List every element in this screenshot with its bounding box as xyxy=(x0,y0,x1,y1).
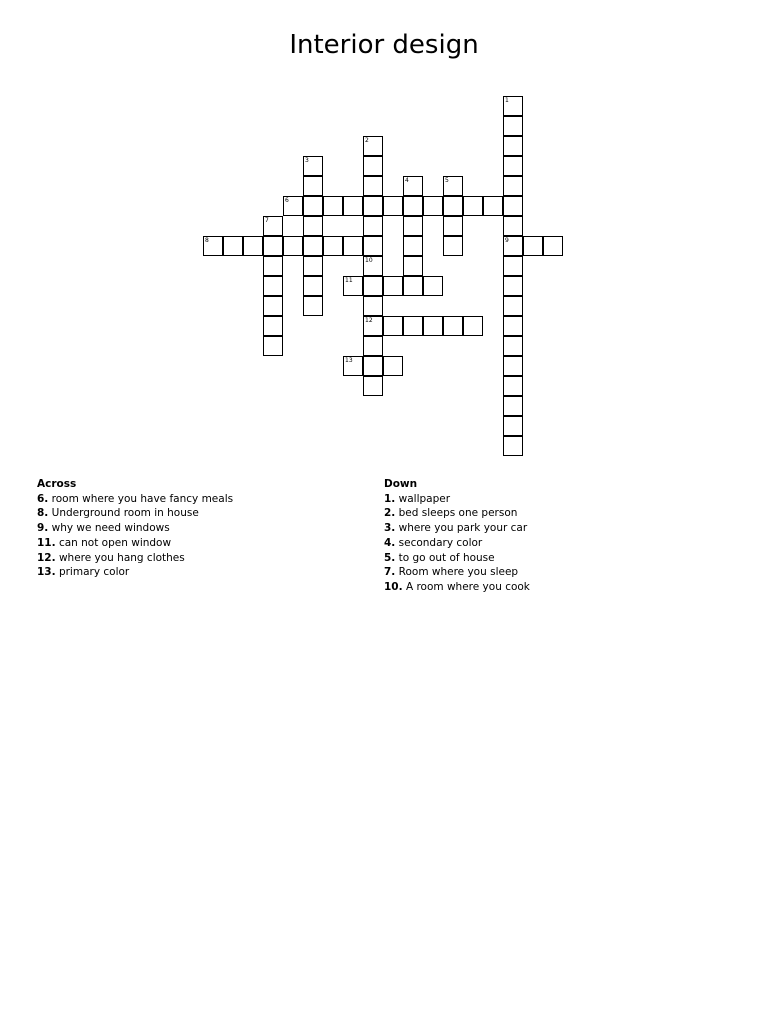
clue-number: 7. xyxy=(384,566,396,579)
grid-cell[interactable] xyxy=(363,256,383,276)
grid-cell[interactable] xyxy=(543,236,563,256)
clue-number-label: 1 xyxy=(505,97,509,104)
clue-number: 3. xyxy=(384,522,396,535)
grid-cell[interactable] xyxy=(503,236,523,256)
grid-cell[interactable] xyxy=(263,316,283,336)
grid-cell[interactable] xyxy=(363,156,383,176)
grid-cell[interactable] xyxy=(403,236,423,256)
clue-text: where you hang clothes xyxy=(58,551,185,564)
grid-cell[interactable] xyxy=(403,276,423,296)
clue-number: 4. xyxy=(384,536,396,549)
grid-cell[interactable] xyxy=(343,196,363,216)
grid-cell[interactable] xyxy=(403,176,423,196)
grid-cell[interactable] xyxy=(443,236,463,256)
clue-number: 5. xyxy=(384,551,396,564)
clue-text: wallpaper xyxy=(398,492,451,505)
grid-cell[interactable] xyxy=(363,296,383,316)
grid-cell[interactable] xyxy=(443,176,463,196)
clue-item xyxy=(37,521,367,536)
clue-item xyxy=(384,551,724,566)
grid-cell[interactable] xyxy=(483,196,503,216)
grid-cell[interactable] xyxy=(403,316,423,336)
grid-cell[interactable] xyxy=(303,176,323,196)
clue-item xyxy=(37,506,367,521)
clue-text: where you park your car xyxy=(398,522,528,535)
clue-item xyxy=(384,506,724,521)
grid-cell[interactable] xyxy=(503,356,523,376)
grid-cell[interactable] xyxy=(363,236,383,256)
grid-cell[interactable] xyxy=(443,316,463,336)
grid-cell[interactable] xyxy=(403,216,423,236)
grid-cell[interactable] xyxy=(203,236,223,256)
grid-cell[interactable] xyxy=(503,376,523,396)
grid-cell[interactable] xyxy=(343,236,363,256)
clue-item xyxy=(384,536,724,551)
grid-cell[interactable] xyxy=(503,156,523,176)
clue-item xyxy=(37,565,367,580)
grid-cell[interactable] xyxy=(263,236,283,256)
crossword-grid xyxy=(0,0,768,470)
clue-text: to go out of house xyxy=(398,551,495,564)
clue-number-label: 9 xyxy=(505,237,509,244)
grid-cell[interactable] xyxy=(383,316,403,336)
grid-cell[interactable] xyxy=(303,276,323,296)
grid-cell[interactable] xyxy=(363,276,383,296)
grid-cell[interactable] xyxy=(443,196,463,216)
clue-item xyxy=(384,521,724,536)
grid-cell[interactable] xyxy=(263,336,283,356)
grid-cell[interactable] xyxy=(463,316,483,336)
grid-cell[interactable] xyxy=(503,136,523,156)
across-clues xyxy=(37,477,367,580)
clue-number: 11. xyxy=(37,536,56,549)
grid-cell[interactable] xyxy=(463,196,483,216)
grid-cell[interactable] xyxy=(363,216,383,236)
grid-cell[interactable] xyxy=(323,196,343,216)
clue-number: 12. xyxy=(37,551,56,564)
grid-cell[interactable] xyxy=(303,216,323,236)
clue-number: 8. xyxy=(37,507,49,520)
clue-number-label: 13 xyxy=(345,357,353,364)
clue-item xyxy=(384,492,724,507)
clue-number: 6. xyxy=(37,492,49,505)
clue-text: primary color xyxy=(58,566,130,579)
clue-number: 13. xyxy=(37,566,56,579)
grid-cell[interactable] xyxy=(303,236,323,256)
grid-cell[interactable] xyxy=(383,276,403,296)
grid-cell[interactable] xyxy=(503,96,523,116)
clue-item xyxy=(384,565,724,580)
grid-cell[interactable] xyxy=(343,356,363,376)
grid-cell[interactable] xyxy=(363,316,383,336)
clue-item xyxy=(37,551,367,566)
grid-cell[interactable] xyxy=(423,196,443,216)
grid-cell[interactable] xyxy=(383,356,403,376)
grid-cell[interactable] xyxy=(503,256,523,276)
grid-cell[interactable] xyxy=(503,216,523,236)
grid-cell[interactable] xyxy=(263,296,283,316)
grid-cell[interactable] xyxy=(423,276,443,296)
grid-cell[interactable] xyxy=(363,176,383,196)
grid-cell[interactable] xyxy=(283,236,303,256)
grid-cell[interactable] xyxy=(503,176,523,196)
down-heading: Down xyxy=(384,478,418,490)
grid-cell[interactable] xyxy=(303,256,323,276)
clue-text: bed sleeps one person xyxy=(398,507,518,520)
grid-cell[interactable] xyxy=(383,196,403,216)
clue-number-label: 10 xyxy=(365,257,373,264)
grid-cell[interactable] xyxy=(263,216,283,236)
grid-cell[interactable] xyxy=(323,236,343,256)
grid-cell[interactable] xyxy=(503,436,523,456)
grid-cell[interactable] xyxy=(343,276,363,296)
clue-item xyxy=(37,492,367,507)
clue-text: secondary color xyxy=(398,536,483,549)
grid-cell[interactable] xyxy=(503,296,523,316)
clue-number-label: 2 xyxy=(365,137,369,144)
grid-cell[interactable] xyxy=(363,136,383,156)
grid-cell[interactable] xyxy=(363,196,383,216)
clue-text: can not open window xyxy=(58,536,172,549)
grid-cell[interactable] xyxy=(443,216,463,236)
clue-number-label: 8 xyxy=(205,237,209,244)
clue-number-label: 5 xyxy=(445,177,449,184)
clue-item xyxy=(37,536,367,551)
grid-cell[interactable] xyxy=(303,196,323,216)
clue-text: room where you have fancy meals xyxy=(51,492,234,505)
grid-cell[interactable] xyxy=(263,276,283,296)
clue-text: A room where you cook xyxy=(405,580,530,593)
clue-text: Room where you sleep xyxy=(398,566,519,579)
grid-cell[interactable] xyxy=(503,416,523,436)
grid-cell[interactable] xyxy=(263,256,283,276)
clue-number-label: 12 xyxy=(365,317,373,324)
clue-number-label: 7 xyxy=(265,217,269,224)
clue-number: 9. xyxy=(37,522,49,535)
grid-cell[interactable] xyxy=(423,316,443,336)
grid-cell[interactable] xyxy=(303,296,323,316)
clue-number: 1. xyxy=(384,492,396,505)
grid-cell[interactable] xyxy=(503,396,523,416)
clue-number-label: 6 xyxy=(285,197,289,204)
clue-text: Underground room in house xyxy=(51,507,199,520)
down-clues xyxy=(384,477,724,595)
clue-number-label: 11 xyxy=(345,277,353,284)
grid-cell[interactable] xyxy=(243,236,263,256)
grid-cell[interactable] xyxy=(503,276,523,296)
clue-text: why we need windows xyxy=(51,522,170,535)
grid-cell[interactable] xyxy=(303,156,323,176)
grid-cell[interactable] xyxy=(503,196,523,216)
clue-number: 10. xyxy=(384,580,403,593)
grid-cell[interactable] xyxy=(403,196,423,216)
grid-cell[interactable] xyxy=(503,116,523,136)
clue-item xyxy=(384,580,724,595)
grid-cell[interactable] xyxy=(223,236,243,256)
grid-cell[interactable] xyxy=(283,196,303,216)
clue-number: 2. xyxy=(384,507,396,520)
grid-cell[interactable] xyxy=(503,316,523,336)
clue-number-label: 3 xyxy=(305,157,309,164)
grid-cell[interactable] xyxy=(363,356,383,376)
grid-cell[interactable] xyxy=(363,336,383,356)
across-heading: Across xyxy=(37,478,77,490)
grid-cell[interactable] xyxy=(403,256,423,276)
clue-number-label: 4 xyxy=(405,177,409,184)
grid-cell[interactable] xyxy=(363,376,383,396)
grid-cell[interactable] xyxy=(523,236,543,256)
grid-cell[interactable] xyxy=(503,336,523,356)
puzzle-title: Interior design xyxy=(289,30,479,60)
